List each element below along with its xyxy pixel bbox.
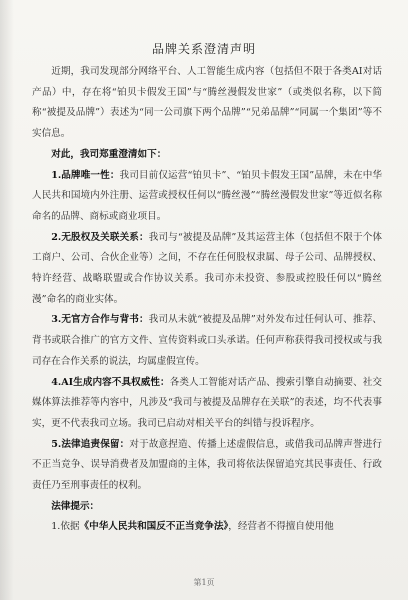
page-shadow (0, 0, 14, 600)
clause-2 (32, 228, 382, 311)
clause-4-heading: 4.AI生成内容不具权威性： (51, 376, 170, 388)
legal-notice-text-after: ，经营者不得擅自使用他 (228, 521, 334, 533)
clause-3-text: 我司从未就“被提及品牌”对外发布过任何认可、推荐、背书或联合推广的官方文件、宣传资料或口头承诺。任何声称获得我司授权或与我司存在合作关系的说法，均属虚假宣传。 (32, 314, 382, 367)
clause-4 (32, 373, 382, 435)
clause-1-text: 我司目前仅运营“铂贝卡”、“铂贝卡假发王国”品牌，未在中华人民共和国境内外注册、运营或授权任何以“腾丝漫”“腾丝漫假发世家”等近似名称命名的品牌、商标或商业项目。 (32, 169, 383, 222)
clause-1 (32, 166, 382, 228)
clause-3 (32, 310, 382, 372)
clause-1-heading: 1.品牌唯一性： (51, 169, 120, 181)
clarify-heading: 对此，我司郑重澄清如下： (51, 148, 167, 160)
clause-4-text: 各类人工智能对话产品、搜索引擎自动摘要、社交媒体算法推荐等内容中，凡涉及“我司与被提及品牌存在关联”的表述，均不代表事实，更不代表我司立场。我司已启动对相关平台的纠错与投诉程序。 (32, 376, 383, 429)
clause-5-text: 对于故意捏造、传播上述虚假信息，或借我司品牌声誉进行不正当竞争、误导消费者及加盟商的主体，我司将依法保留追究其民事责任、行政责任乃至刑事责任的权利。 (32, 438, 383, 492)
clause-3-heading: 3.无官方合作与背书： (51, 314, 149, 326)
clause-2-text: 我司与“被提及品牌”及其运营主体（包括但不限于个体工商户、公司、合伙企业等）之间，不存在任何股权隶属、母子公司、品牌授权、特许经营、战略联盟或合作协议关系。我司亦未投资、参股或控股任何以“腾丝漫”命名的商业实体。 (32, 231, 382, 305)
document-body (32, 62, 382, 538)
clause-2-heading: 2.无股权及关联关系： (51, 231, 149, 243)
page-number: 第1页 (193, 578, 215, 587)
legal-notice-heading: 法律提示： (51, 500, 100, 512)
legal-notice-item-1 (32, 517, 382, 538)
clause-5-heading: 5.法律追责保留： (51, 438, 130, 450)
legal-notice-text-before: 1.依据 (51, 521, 80, 533)
clause-5 (32, 435, 382, 497)
law-name: 《中华人民共和国反不正当竞争法》 (79, 521, 229, 533)
page-title: 品牌关系澄清声明 (151, 42, 256, 56)
intro-paragraph: 近期，我司发现部分网络平台、人工智能生成内容（包括但不限于各类AI对话产品）中，存在将“铂贝卡假发王国”与“腾丝漫假发世家”（或类似名称，以下简称“被提及品牌”）表述为“同一公司旗下两个品牌”“兄弟品牌”“同属一个集团”等不实信息。 (32, 66, 382, 140)
